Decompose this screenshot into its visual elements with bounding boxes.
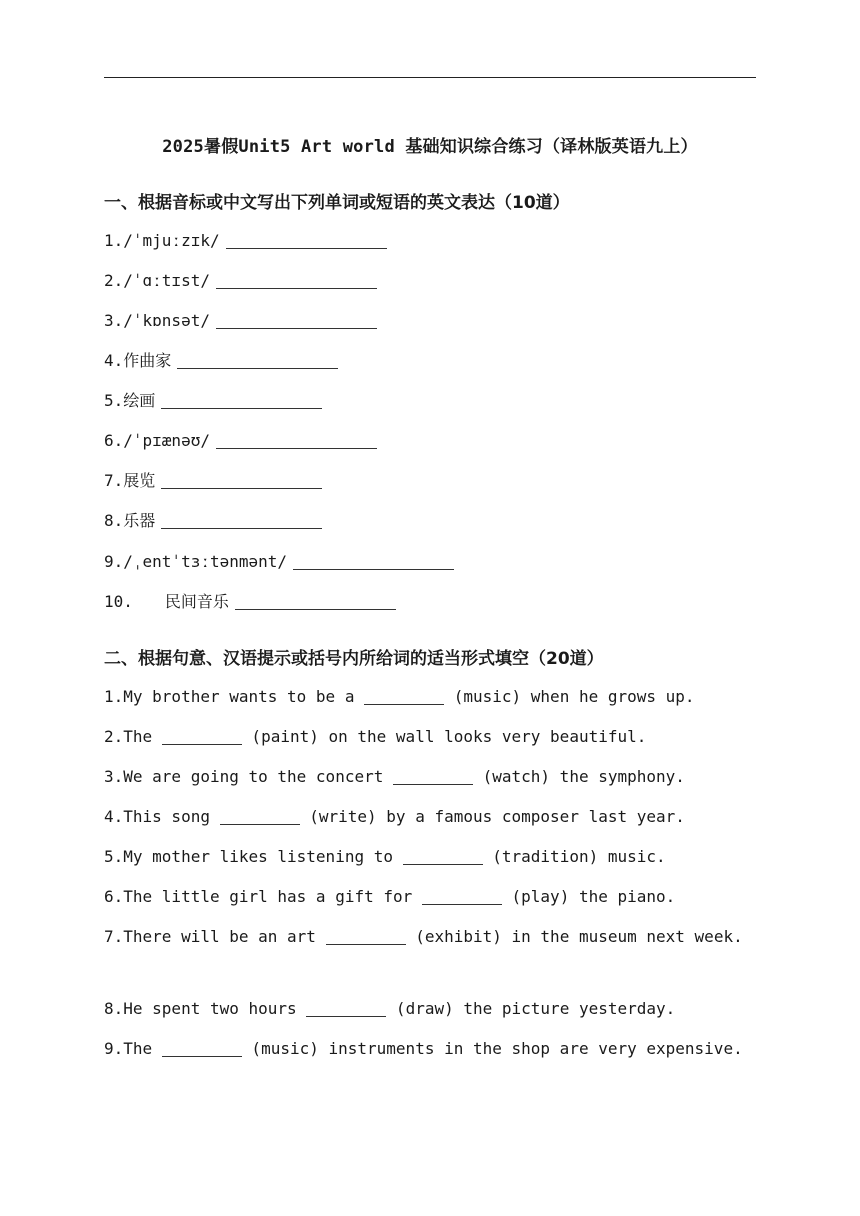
item-number: 7.: [104, 471, 124, 490]
fill-in-item: [104, 881, 745, 912]
answer-blank[interactable]: [235, 591, 396, 610]
answer-blank[interactable]: [306, 998, 386, 1017]
section-1-heading: 一、根据音标或中文写出下列单词或短语的英文表达（10道）: [104, 193, 570, 213]
item-prompt: 绘画: [123, 391, 156, 410]
sentence-before: My mother likes listening to: [123, 847, 403, 866]
item-prompt: 民间音乐: [164, 592, 229, 611]
item-number: 8.: [104, 511, 124, 530]
sentence-after: (music) when he grows up.: [444, 687, 695, 706]
answer-blank[interactable]: [403, 846, 483, 865]
sentence-after: (music) instruments in the shop are very expensive.: [241, 1039, 743, 1058]
fill-in-item: [104, 801, 745, 832]
section-2-heading: 二、根据句意、汉语提示或括号内所给词的适当形式填空（20道）: [104, 649, 604, 669]
sentence-after: (draw) the picture yesterday.: [386, 999, 676, 1018]
item-number: 5.: [104, 847, 124, 866]
answer-blank[interactable]: [162, 726, 242, 745]
vocab-item: [104, 465, 724, 496]
item-prompt: /ˌentˈtɜːtənmənt/: [123, 552, 288, 571]
item-number: 1.: [104, 231, 124, 250]
sentence-before: He spent two hours: [123, 999, 307, 1018]
item-number: 4.: [104, 351, 124, 370]
item-prompt: /ˈmjuːzɪk/: [123, 231, 220, 250]
sentence-after: (play) the piano.: [501, 887, 676, 906]
answer-blank[interactable]: [293, 551, 454, 570]
fill-in-item: [104, 993, 745, 1024]
fill-in-item: [104, 841, 745, 872]
item-prompt: /ˈpɪænəʊ/: [123, 431, 210, 450]
item-number: 6.: [104, 887, 124, 906]
answer-blank[interactable]: [364, 686, 444, 705]
answer-blank[interactable]: [162, 1038, 242, 1057]
item-number: 3.: [104, 767, 124, 786]
sentence-before: This song: [123, 807, 220, 826]
worksheet-title: 2025暑假Unit5 Art world 基础知识综合练习（译林版英语九上）: [162, 137, 698, 157]
item-number: 7.: [104, 927, 124, 946]
vocab-item: [104, 425, 724, 456]
vocab-item: [104, 385, 724, 416]
vocab-item: [104, 546, 724, 577]
item-number: 2.: [104, 727, 124, 746]
item-number: 10.: [104, 592, 133, 611]
answer-blank[interactable]: [216, 310, 377, 329]
fill-in-item: [104, 921, 745, 952]
item-number: 9.: [104, 1039, 124, 1058]
item-number: 5.: [104, 391, 124, 410]
vocab-item: [104, 305, 724, 336]
item-number: 9.: [104, 552, 124, 571]
sentence-after: (tradition) music.: [482, 847, 666, 866]
item-number: 1.: [104, 687, 124, 706]
sentence-before: The: [123, 1039, 162, 1058]
answer-blank[interactable]: [177, 350, 338, 369]
fill-in-item: [104, 721, 745, 752]
answer-blank[interactable]: [326, 926, 406, 945]
fill-in-item: [104, 1033, 745, 1064]
vocab-item: [104, 265, 724, 296]
item-prompt: 作曲家: [123, 351, 172, 370]
answer-blank[interactable]: [161, 510, 322, 529]
answer-blank[interactable]: [161, 470, 322, 489]
item-number: 2.: [104, 271, 124, 290]
header-rule: [104, 77, 756, 78]
sentence-before: There will be an art: [123, 927, 326, 946]
sentence-before: The little girl has a gift for: [123, 887, 422, 906]
vocab-item: [104, 505, 724, 536]
fill-in-item: [104, 761, 745, 792]
sentence-before: The: [123, 727, 162, 746]
sentence-before: We are going to the concert: [123, 767, 393, 786]
vocab-item: [104, 345, 724, 376]
answer-blank[interactable]: [393, 766, 473, 785]
answer-blank[interactable]: [216, 430, 377, 449]
sentence-after: (exhibit) in the museum next week.: [405, 927, 743, 946]
vocab-item: [104, 225, 724, 256]
item-prompt: 展览: [123, 471, 156, 490]
item-number: 8.: [104, 999, 124, 1018]
sentence-after: (watch) the symphony.: [472, 767, 685, 786]
answer-blank[interactable]: [226, 230, 387, 249]
item-prompt: 乐器: [123, 511, 156, 530]
sentence-after: (paint) on the wall looks very beautiful.: [241, 727, 647, 746]
item-number: 3.: [104, 311, 124, 330]
item-number: 6.: [104, 431, 124, 450]
item-prompt: /ˈɑːtɪst/: [123, 271, 210, 290]
fill-in-item: [104, 681, 745, 712]
answer-blank[interactable]: [220, 806, 300, 825]
answer-blank[interactable]: [216, 270, 377, 289]
item-prompt: /ˈkɒnsət/: [123, 311, 210, 330]
answer-blank[interactable]: [161, 390, 322, 409]
sentence-before: My brother wants to be a: [123, 687, 365, 706]
vocab-item: [104, 586, 724, 617]
answer-blank[interactable]: [422, 886, 502, 905]
item-number: 4.: [104, 807, 124, 826]
sentence-after: (write) by a famous composer last year.: [299, 807, 685, 826]
